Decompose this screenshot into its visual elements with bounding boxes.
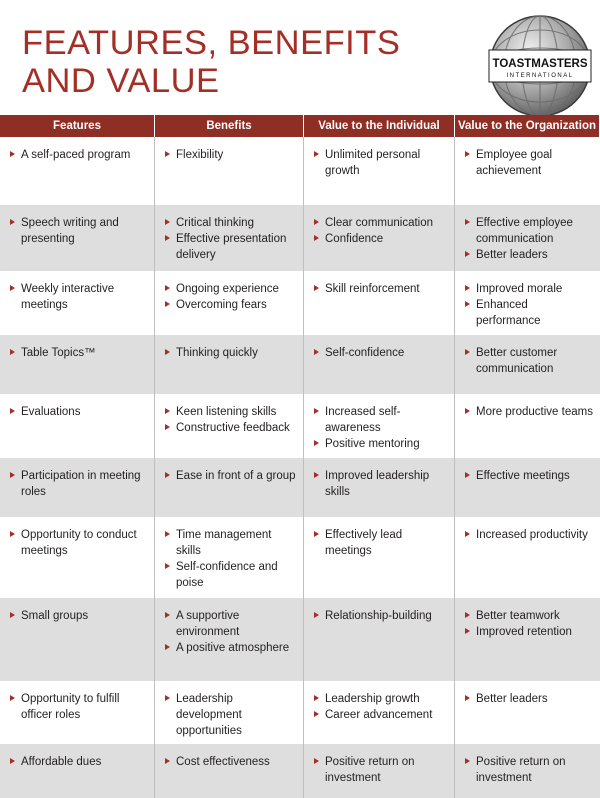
table-cell-features — [0, 598, 155, 681]
table-cell-value-individual — [304, 271, 455, 335]
list-item: Leadership growth — [325, 691, 448, 707]
page-title-line-2: AND VALUE — [22, 62, 220, 100]
list-item: Effectively lead meetings — [325, 527, 448, 559]
list-item: Effective meetings — [476, 468, 594, 484]
table-cell-value-individual — [304, 681, 455, 744]
column-header-benefits: Benefits — [155, 115, 304, 137]
list-item: Self-confidence and poise — [176, 559, 297, 591]
table-cell-features — [0, 458, 155, 517]
table-cell-value-individual — [304, 137, 455, 205]
table-cell-value-individual — [304, 394, 455, 458]
list-item: Speech writing and presenting — [21, 215, 148, 247]
list-item: Better customer communication — [476, 345, 594, 377]
list-item: Improved leadership skills — [325, 468, 448, 500]
table-cell-value-organization — [455, 744, 600, 798]
list-item: Improved retention — [476, 624, 594, 640]
list-item: Ongoing experience — [176, 281, 297, 297]
table-cell-value-organization — [455, 335, 600, 394]
table-cell-benefits — [155, 335, 304, 394]
table-cell-benefits — [155, 205, 304, 271]
list-item: Enhanced performance — [476, 297, 594, 329]
table-cell-benefits — [155, 681, 304, 744]
table-cell-value-organization — [455, 458, 600, 517]
list-item: Ease in front of a group — [176, 470, 296, 482]
list-item: Better teamwork — [476, 608, 594, 624]
table-cell-value-individual — [304, 517, 455, 598]
table-cell-value-organization — [455, 681, 600, 744]
list-item: Effective presentation delivery — [176, 231, 297, 263]
table-cell-value-individual — [304, 205, 455, 271]
table-cell-value-organization — [455, 598, 600, 681]
table-cell-benefits — [155, 517, 304, 598]
list-item: Critical thinking — [176, 215, 297, 231]
list-item: Affordable dues — [21, 754, 148, 770]
column-header-features: Features — [0, 115, 155, 137]
table-cell-features — [0, 205, 155, 271]
list-item: Employee goal achievement — [476, 147, 594, 179]
list-item: Relationship-building — [325, 608, 448, 624]
table-cell-features — [0, 681, 155, 744]
page-title — [22, 24, 400, 100]
table-cell-benefits — [155, 394, 304, 458]
list-item: Improved morale — [476, 281, 594, 297]
table-cell-features — [0, 271, 155, 335]
list-item: Positive mentoring — [325, 436, 448, 452]
table-cell-features — [0, 335, 155, 394]
table-cell-features — [0, 744, 155, 798]
table-cell-value-organization — [455, 137, 600, 205]
toastmasters-logo — [488, 14, 592, 118]
list-item: Positive return on investment — [476, 754, 594, 786]
list-item: A self-paced program — [21, 147, 148, 163]
list-item: Opportunity to conduct meetings — [21, 527, 148, 559]
list-item: Leadership development opportunities — [176, 691, 297, 739]
table-cell-value-organization — [455, 271, 600, 335]
table-cell-value-individual — [304, 744, 455, 798]
table-cell-value-individual — [304, 598, 455, 681]
list-item: Thinking quickly — [176, 345, 297, 361]
list-item: Career advancement — [325, 707, 448, 723]
table-cell-benefits — [155, 137, 304, 205]
list-item: A supportive environment — [176, 608, 297, 640]
table-cell-benefits — [155, 271, 304, 335]
list-item: Positive return on investment — [325, 754, 448, 786]
list-item: Unlimited personal growth — [325, 147, 448, 179]
list-item: Overcoming fears — [176, 297, 297, 313]
list-item: Skill reinforcement — [325, 281, 448, 297]
list-item: Confidence — [325, 231, 448, 247]
list-item: Evaluations — [21, 404, 148, 420]
list-item: Weekly interactive meetings — [21, 281, 148, 313]
table-cell-value-organization — [455, 205, 600, 271]
table-cell-value-organization — [455, 394, 600, 458]
list-item: Increased productivity — [476, 527, 594, 543]
list-item: Better leaders — [476, 247, 594, 263]
list-item: Clear communication — [325, 215, 448, 231]
column-header-value-organization: Value to the Organization — [455, 115, 600, 137]
table-cell-value-individual — [304, 458, 455, 517]
list-item: Small groups — [21, 608, 148, 624]
table-cell-features — [0, 517, 155, 598]
table-cell-benefits — [155, 744, 304, 798]
list-item: Cost effectiveness — [176, 754, 297, 770]
list-item: Keen listening skills — [176, 404, 297, 420]
table-cell-features — [0, 137, 155, 205]
list-item: Flexibility — [176, 147, 297, 163]
list-item: Better leaders — [476, 691, 594, 707]
list-item: Constructive feedback — [176, 420, 297, 436]
logo-subtext: INTERNATIONAL — [506, 73, 574, 79]
list-item: Opportunity to fulfill officer roles — [21, 691, 148, 723]
logo-text: TOASTMASTERS — [492, 58, 588, 70]
table-cell-benefits — [155, 598, 304, 681]
column-header-value-individual: Value to the Individual — [304, 115, 455, 137]
table-cell-benefits — [155, 458, 304, 517]
page-title-line-1: FEATURES, BENEFITS — [22, 24, 401, 62]
features-table — [0, 115, 600, 798]
table-cell-value-individual — [304, 335, 455, 394]
list-item: A positive atmosphere — [176, 640, 297, 656]
globe-logo-icon — [488, 14, 592, 118]
list-item: More productive teams — [476, 406, 593, 418]
table-cell-value-organization — [455, 517, 600, 598]
list-item: Time management skills — [176, 527, 297, 559]
list-item: Increased self-awareness — [325, 404, 448, 436]
list-item: Self-confidence — [325, 345, 448, 361]
list-item: Table Topics™ — [21, 345, 148, 361]
list-item: Effective employee communication — [476, 215, 594, 247]
table-cell-features — [0, 394, 155, 458]
list-item: Participation in meeting roles — [21, 468, 148, 500]
